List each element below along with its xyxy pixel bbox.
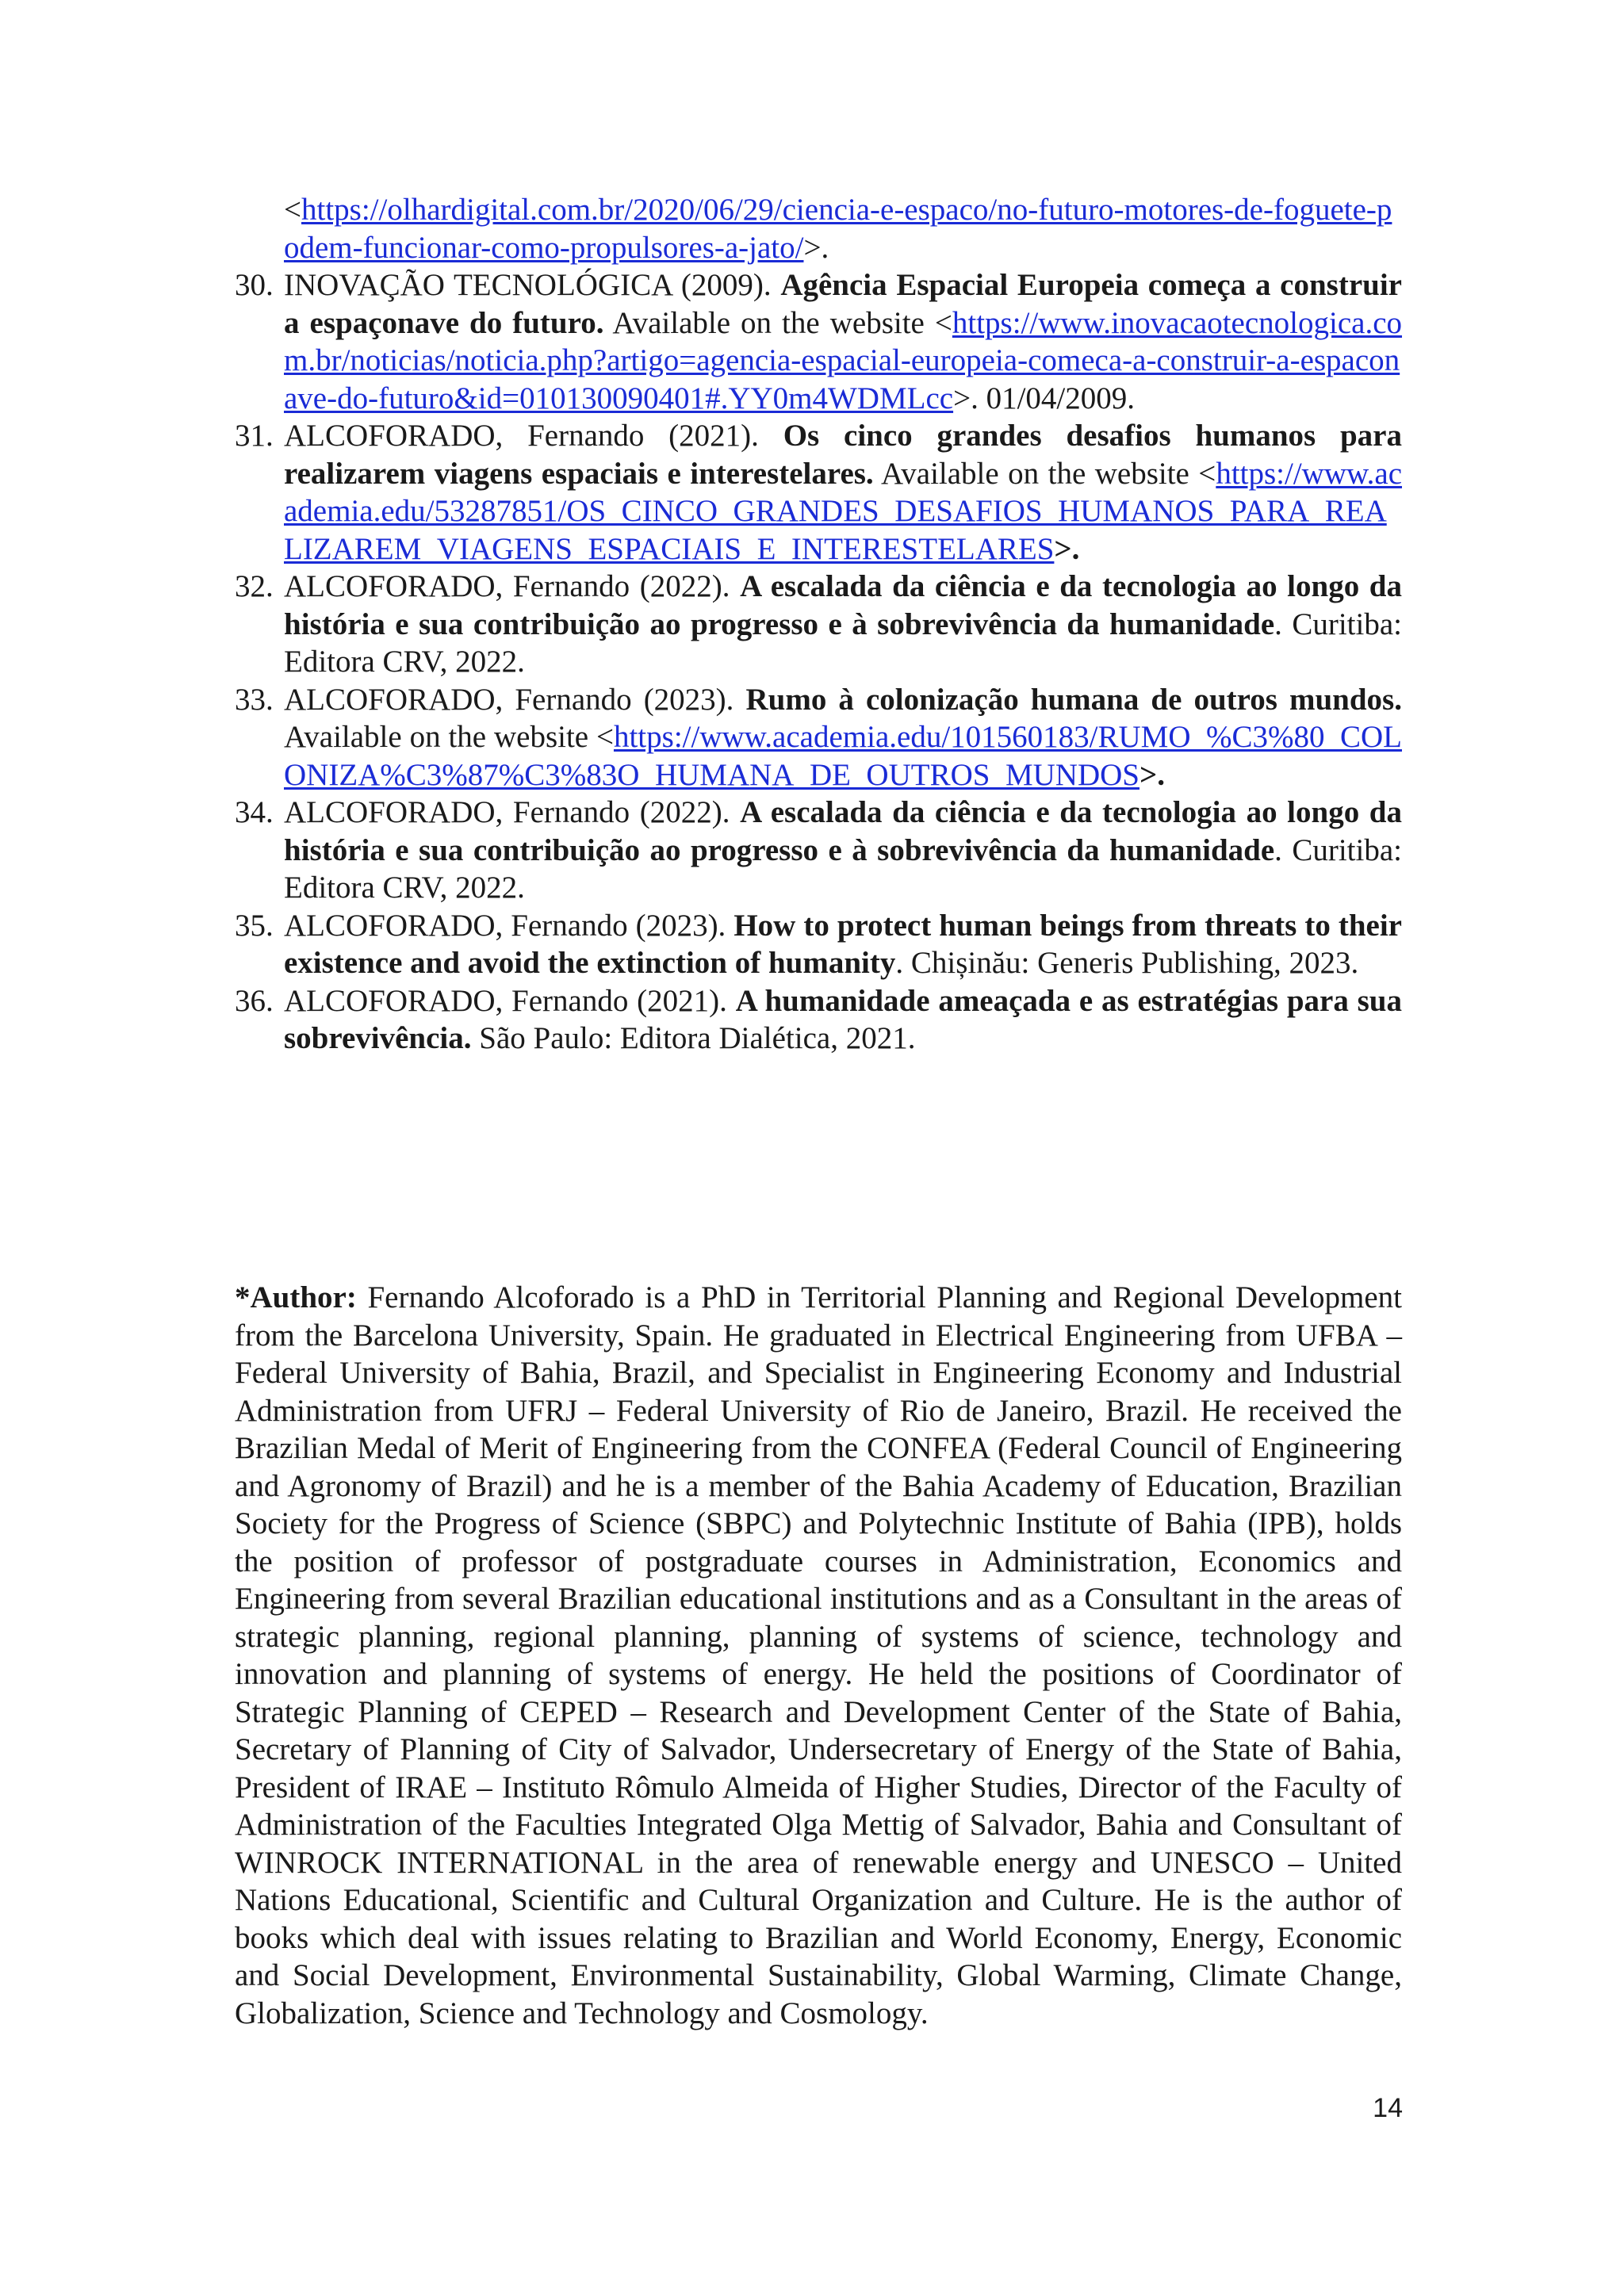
reference-suffix: >. 01/04/2009. (953, 381, 1136, 415)
reference-number: 31. (235, 419, 274, 453)
reference-title: A escalada da ciência e da tecnologia ao longo da história e sua contribuição ao progresso e à sobrevivência da humanidade (284, 795, 1402, 867)
reference-item-30 (235, 266, 1402, 417)
reference-continuation (284, 191, 1402, 266)
reference-number: 35. (235, 908, 274, 943)
reference-title: Os cinco grandes desafios humanos para realizarem viagens espaciais e interestelares. (284, 419, 1402, 491)
reference-body (284, 417, 1402, 568)
author-bio (235, 1279, 1402, 2032)
reference-number: 34. (235, 795, 274, 829)
reference-title: Rumo à colonização humana de outros mundos. (745, 682, 1402, 717)
reference-body (284, 907, 1402, 982)
reference-number: 30. (235, 268, 274, 302)
reference-item-32 (235, 568, 1402, 681)
reference-link[interactable]: https://www.academia.edu/53287851/OS_CINCO_GRANDES_DESAFIOS_HUMANOS_PARA_REALIZAREM_VIAGENS_ESPACIAIS_E_INTERESTELARES (284, 456, 1402, 566)
reference-number: 33. (235, 682, 274, 717)
reference-link[interactable]: https://www.inovacaotecnologica.com.br/noticias/noticia.php?artigo=agencia-espacial-europeia-comeca-a-construir-a-espaconave-do-futuro&id=010130090401#.YY0m4WDMLcc (284, 305, 1403, 415)
reference-body (284, 794, 1402, 907)
reference-author: ALCOFORADO, Fernando (2023). (284, 908, 734, 943)
reference-title: A humanidade ameaçada e as estratégias para sua sobrevivência. (284, 983, 1402, 1055)
reference-list (235, 266, 1402, 1058)
reference-author: ALCOFORADO, Fernando (2022). (284, 795, 741, 829)
reference-item-31 (235, 417, 1402, 568)
reference-source: Available on the website < (284, 720, 614, 754)
reference-body (284, 681, 1402, 794)
reference-body (284, 266, 1402, 417)
reference-body (284, 982, 1402, 1058)
reference-source: . Curitiba: Editora CRV, 2022. (284, 607, 1402, 679)
continuation-pre: < (284, 193, 301, 227)
reference-title: How to protect human beings from threats to their existence and avoid the extinction of humanity (284, 908, 1402, 980)
reference-source: São Paulo: Editora Dialética, 2021. (471, 1021, 916, 1055)
reference-source: Available on the website < (873, 456, 1216, 491)
reference-item-36 (235, 982, 1402, 1058)
reference-title: A escalada da ciência e da tecnologia ao longo da história e sua contribuição ao progresso e à sobrevivência da humanidade (284, 569, 1402, 641)
continuation-post: >. (803, 230, 829, 265)
reference-link[interactable]: https://www.academia.edu/101560183/RUMO_%C3%80_COLONIZA%C3%87%C3%83O_HUMANA_DE_OUTROS_MUNDOS (284, 720, 1402, 792)
reference-author: ALCOFORADO, Fernando (2023). (284, 682, 746, 717)
reference-source: . Chișinău: Generis Publishing, 2023. (895, 946, 1359, 980)
reference-author: ALCOFORADO, Fernando (2021). (284, 983, 736, 1018)
reference-author: INOVAÇÃO TECNOLÓGICA (2009). (284, 268, 781, 302)
reference-item-34 (235, 794, 1402, 907)
page-number: 14 (1373, 2093, 1403, 2123)
reference-body (284, 568, 1402, 681)
reference-number: 32. (235, 569, 274, 603)
author-bio-text: Fernando Alcoforado is a PhD in Territorial Planning and Regional Development from the Barcelona University, Spain. He graduated in Electrical Engineering from UFBA – Federal University of Bahia, Brazil, and Specialist in Engineering Economy and Industrial Administration from UFRJ – Federal University of Rio de Janeiro, Brazil. He received the Brazilian Medal of Merit of Engineering from the CONFEA (Federal Council of Engineering and Agronomy of Brazil) and he is a member of the Bahia Academy of Education, Brazilian Society for the Progress of Science (SBPC) and Polytechnic Institute of Bahia (IPB), holds the position of professor of postgraduate courses in Administration, Economics and Engineering from several Brazilian educational institutions and as a Consultant in the areas of strategic planning, regional planning, planning of systems of science, technology and innovation and planning of systems of energy. He held the positions of Coordinator of Strategic Planning of CEPED – Research and Development Center of the State of Bahia, Secretary of Planning of City of Salvador, Undersecretary of Energy of the State of Bahia, President of IRAE – Instituto Rômulo Almeida of Higher Studies, Director of the Faculty of Administration of the Faculties Integrated Olga Mettig of Salvador, Bahia and Consultant of WINROCK INTERNATIONAL in the area of renewable energy and UNESCO – United Nations Educational, Scientific and Cultural Organization and Culture. He is the author of books which deal with issues relating to Brazilian and World Economy, Energy, Economic and Social Development, Environmental Sustainability, Global Warming, Climate Change, Globalization, Science and Technology and Cosmology. (235, 1280, 1402, 2030)
reference-suffix: >. (1054, 531, 1080, 566)
reference-title: Agência Espacial Europeia começa a construir a espaçonave do futuro. (284, 268, 1402, 340)
reference-item-33 (235, 681, 1402, 794)
reference-suffix: >. (1139, 757, 1165, 792)
continuation-link[interactable]: https://olhardigital.com.br/2020/06/29/ciencia-e-espaco/no-futuro-motores-de-foguete-podem-funcionar-como-propulsores-a-jato/ (284, 193, 1392, 265)
reference-source: Available on the website < (603, 305, 952, 340)
reference-number: 36. (235, 983, 274, 1018)
reference-source: . Curitiba: Editora CRV, 2022. (284, 832, 1402, 905)
author-bio-label: *Author: (235, 1280, 357, 1314)
reference-item-35 (235, 907, 1402, 982)
reference-author: ALCOFORADO, Fernando (2022). (284, 569, 741, 603)
reference-author: ALCOFORADO, Fernando (2021). (284, 419, 783, 453)
